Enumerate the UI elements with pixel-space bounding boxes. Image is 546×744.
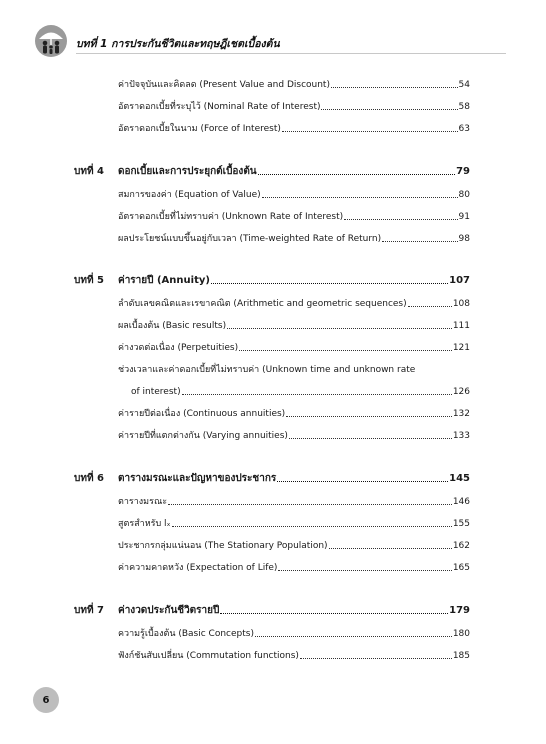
toc-entry-page: 58 xyxy=(458,102,470,112)
chapter-page: 107 xyxy=(449,275,470,286)
dot-leader xyxy=(258,174,455,175)
toc-entry-page: 185 xyxy=(452,651,470,661)
page-number-badge xyxy=(33,687,59,713)
toc-entry-continuation[interactable] xyxy=(131,386,470,398)
toc-entry[interactable] xyxy=(118,540,470,552)
dot-leader xyxy=(329,548,452,549)
toc-entry-title: อัตราดอกเบี้ยที่ไม่ทราบค่า (Unknown Rate of Interest) xyxy=(118,212,344,222)
toc-entry-page: 162 xyxy=(452,541,470,551)
toc-entry[interactable] xyxy=(118,628,470,640)
toc-entry-title: ค่างวดต่อเนื่อง (Perpetuities) xyxy=(118,343,239,353)
toc-entry-title: อัตราดอกเบี้ยในนาม (Force of Interest) xyxy=(118,124,281,134)
toc-entry-title: ค่าปัจจุบันและคิดลด (Present Value and Discount) xyxy=(118,80,330,90)
chapter-page: 179 xyxy=(449,605,470,616)
dot-leader xyxy=(382,241,457,242)
toc-entry[interactable] xyxy=(118,496,470,508)
chapter-page: 145 xyxy=(449,473,470,484)
toc-entry[interactable] xyxy=(118,79,470,91)
toc-entry-page: 165 xyxy=(452,563,470,573)
chapter-title: ค่ารายปี (Annuity) xyxy=(118,275,210,286)
page-number: 6 xyxy=(42,694,50,706)
toc-entry-title: of interest) xyxy=(131,387,181,397)
toc-entry[interactable] xyxy=(118,123,470,135)
toc-entry[interactable] xyxy=(118,320,470,332)
toc-entry[interactable] xyxy=(118,211,470,223)
page-header xyxy=(34,24,514,58)
toc-entry-title: ผลประโยชน์แบบขึ้นอยู่กับเวลา (Time-weighted Rate of Return) xyxy=(118,234,382,244)
dot-leader xyxy=(282,131,458,132)
dot-leader xyxy=(255,636,452,637)
chapter-number: บทที่ 5 xyxy=(74,275,104,286)
dot-leader xyxy=(220,613,448,614)
toc-entry-page: 63 xyxy=(458,124,470,134)
dot-leader xyxy=(408,306,452,307)
dot-leader xyxy=(211,283,448,284)
dot-leader xyxy=(239,350,452,351)
toc-entry-page: 132 xyxy=(452,409,470,419)
running-title: บทที่ 1 การประกันชีวิตและทฤษฎีเชตเบื้องต้น xyxy=(76,38,280,50)
toc-entry-page: 108 xyxy=(452,299,470,309)
dot-leader xyxy=(172,526,452,527)
toc-entry[interactable] xyxy=(118,298,470,310)
toc-entry-title: ความรู้เบื้องต้น (Basic Concepts) xyxy=(118,629,254,639)
toc-entry[interactable] xyxy=(118,650,470,662)
toc-entry-page: 111 xyxy=(452,321,470,331)
toc-entry-title: ลำดับเลขคณิตและเรขาคณิต (Arithmetic and geometric sequences) xyxy=(118,299,407,309)
toc-entry-title: สมการของค่า (Equation of Value) xyxy=(118,190,261,200)
toc-chapter[interactable] xyxy=(74,275,470,287)
dot-leader xyxy=(277,481,448,482)
toc-entry-title: ประชากรกลุ่มแน่นอน (The Stationary Population) xyxy=(118,541,328,551)
dot-leader xyxy=(331,87,458,88)
toc-entry-title: ตารางมรณะ xyxy=(118,497,168,507)
toc-entry-page: 146 xyxy=(452,497,470,507)
toc-entry-page: 91 xyxy=(458,212,470,222)
chapter-number: บทที่ 6 xyxy=(74,473,104,484)
toc-chapter[interactable] xyxy=(74,166,470,178)
toc-entry-page: 54 xyxy=(458,80,470,90)
dot-leader xyxy=(344,219,457,220)
toc-entry[interactable] xyxy=(118,430,470,442)
dot-leader xyxy=(289,438,452,439)
chapter-number: บทที่ 4 xyxy=(74,166,104,177)
toc-entry-page: 98 xyxy=(458,234,470,244)
toc-entry-title: ค่าความคาดหวัง (Expectation of Life) xyxy=(118,563,278,573)
toc-entry-page: 121 xyxy=(452,343,470,353)
toc-entry-page: 155 xyxy=(452,519,470,529)
toc-entry[interactable] xyxy=(118,233,470,245)
family-umbrella-icon xyxy=(34,24,70,58)
toc-chapter[interactable] xyxy=(74,605,470,617)
chapter-title: ดอกเบี้ยและการประยุกต์เบื้องต้น xyxy=(118,166,257,177)
toc-entry-title: ฟังก์ชันสับเปลี่ยน (Commutation functions) xyxy=(118,651,299,661)
toc-entry-page: 133 xyxy=(452,431,470,441)
toc-entry-first-line[interactable]: ช่วงเวลาและค่าดอกเบี้ยที่ไม่ทราบค่า (Unknown time and unknown rate xyxy=(118,365,416,375)
toc-entry[interactable] xyxy=(118,342,470,354)
chapter-title: ตารางมรณะและปัญหาของประชากร xyxy=(118,473,277,484)
dot-leader xyxy=(262,197,458,198)
toc-entry[interactable] xyxy=(118,408,470,420)
toc-entry[interactable] xyxy=(118,518,470,530)
dot-leader xyxy=(321,109,457,110)
toc-entry[interactable] xyxy=(118,101,470,113)
chapter-page: 79 xyxy=(456,166,470,177)
toc-entry-title: ค่ารายปีต่อเนื่อง (Continuous annuities) xyxy=(118,409,286,419)
dot-leader xyxy=(300,658,452,659)
toc-entry-page: 80 xyxy=(458,190,470,200)
dot-leader xyxy=(286,416,452,417)
dot-leader xyxy=(168,504,452,505)
toc-entry-title: สูตรสำหรับ lₓ xyxy=(118,519,171,529)
toc-entry-page: 180 xyxy=(452,629,470,639)
dot-leader xyxy=(278,570,451,571)
toc-entry-title: ค่ารายปีที่แตกต่างกัน (Varying annuities) xyxy=(118,431,288,441)
toc-entry-page: 126 xyxy=(452,387,470,397)
toc-entry-title: อัตราดอกเบี้ยที่ระบุไว้ (Nominal Rate of Interest) xyxy=(118,102,321,112)
toc-entry[interactable] xyxy=(118,562,470,574)
toc-chapter[interactable] xyxy=(74,473,470,485)
toc-entry[interactable] xyxy=(118,189,470,201)
dot-leader xyxy=(182,394,452,395)
chapter-number: บทที่ 7 xyxy=(74,605,104,616)
header-rule xyxy=(76,53,506,54)
chapter-title: ค่างวดประกันชีวิตรายปี xyxy=(118,605,220,616)
dot-leader xyxy=(227,328,452,329)
toc-entry-title: ผลเบื้องต้น (Basic results) xyxy=(118,321,227,331)
